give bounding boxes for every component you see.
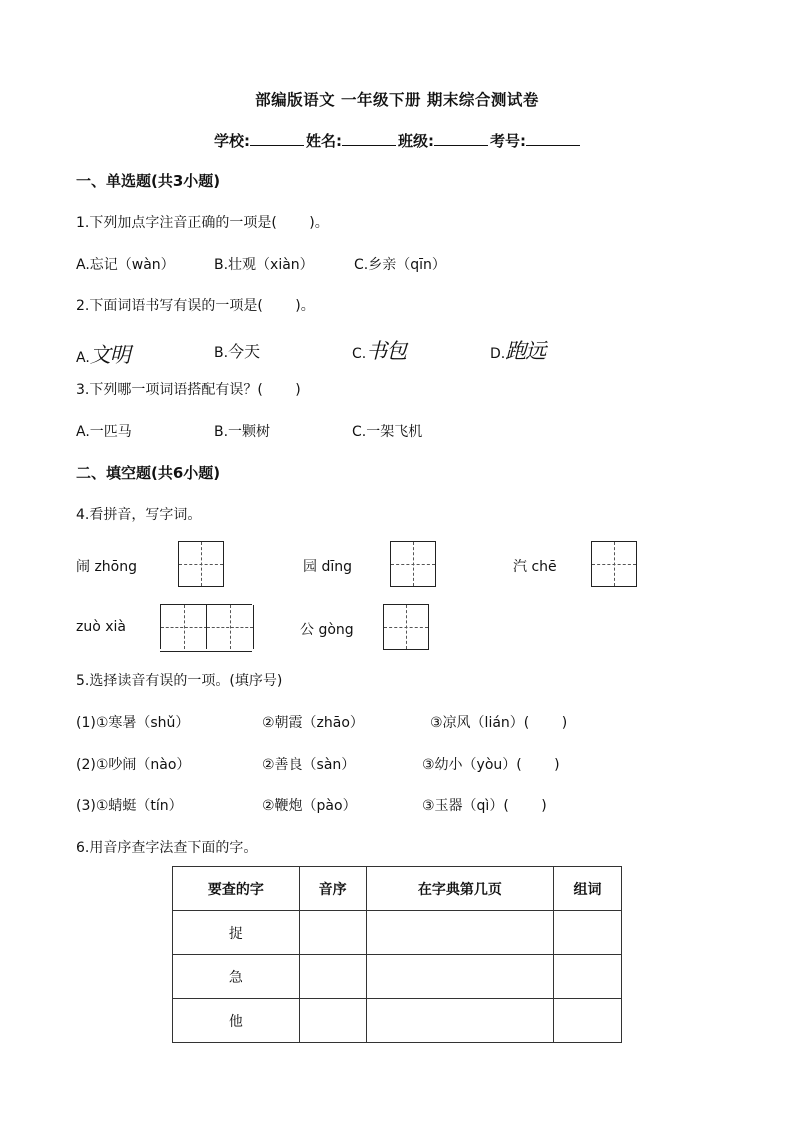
q2-option-b-text: 今天 — [228, 342, 261, 361]
question-3-stem: 3.下列哪一项词语搭配有误？( ) — [76, 382, 301, 398]
q4-writing-box-4[interactable] — [160, 604, 252, 652]
q4-writing-box-3[interactable] — [591, 541, 637, 587]
table-row — [173, 911, 622, 955]
q3-option-a[interactable]: A.一匹马 — [76, 424, 132, 440]
q5-row2-choice2: ②善良（sàn） — [262, 757, 356, 773]
char-cell: 急 — [173, 955, 300, 999]
q2-option-c-label: C. — [352, 346, 367, 362]
q5-row3-choice3[interactable]: ③玉器（qì）( ) — [422, 798, 547, 814]
header-word: 组词 — [554, 867, 622, 911]
header-page: 在字典第几页 — [366, 867, 554, 911]
student-info-line — [0, 130, 794, 151]
q4-writing-box-2[interactable] — [390, 541, 436, 587]
q2-option-c[interactable] — [352, 335, 406, 365]
q1-option-b[interactable]: B.壮观（xiàn） — [214, 257, 314, 273]
answer-cell-page[interactable] — [366, 999, 554, 1043]
q3-option-c[interactable]: C.一架飞机 — [352, 424, 423, 440]
question-4-stem: 4.看拼音，写字词。 — [76, 507, 202, 523]
q3-option-b[interactable]: B.一颗树 — [214, 424, 271, 440]
exam-number-blank[interactable] — [526, 131, 580, 146]
q2-option-b[interactable] — [214, 339, 260, 362]
q5-row3-choice2: ②鞭炮（pào） — [262, 798, 357, 814]
q4-writing-box-1[interactable] — [178, 541, 224, 587]
school-blank[interactable] — [250, 131, 304, 146]
name-blank[interactable] — [342, 131, 396, 146]
q4-item-qi-che: 汽 chē — [513, 559, 557, 575]
q4-writing-cell-4a[interactable] — [160, 605, 207, 649]
q4-writing-cell-4b[interactable] — [206, 605, 254, 649]
answer-cell-word[interactable] — [554, 999, 622, 1043]
question-2-stem: 2.下面词语书写有误的一项是( )。 — [76, 298, 315, 314]
section-fill-in: 二、填空题(共6小题) — [76, 464, 221, 482]
q5-row2-choice3[interactable]: ③幼小（yòu）( ) — [422, 757, 560, 773]
q4-writing-box-5[interactable] — [383, 604, 429, 650]
answer-cell-initial[interactable] — [299, 911, 366, 955]
q4-item-zuo-xia: zuò xià — [76, 619, 126, 635]
question-5-stem: 5.选择读音有误的一项。(填序号) — [76, 673, 283, 689]
q4-item-nao-zhong: 闹 zhōng — [76, 559, 137, 575]
class-label: 班级: — [398, 132, 434, 150]
q2-option-b-label: B. — [214, 345, 229, 361]
exam-number-label: 考号: — [490, 132, 526, 150]
q5-row1-choice1: (1)①寒暑（shǔ） — [76, 715, 190, 731]
q2-option-d-label: D. — [490, 346, 506, 362]
q5-row2-choice1: (2)①吵闹（nào） — [76, 757, 191, 773]
char-cell: 他 — [173, 999, 300, 1043]
question-1-stem: 1.下列加点字注音正确的一项是( )。 — [76, 215, 329, 231]
table-row — [173, 999, 622, 1043]
q5-row1-choice2: ②朝霞（zhāo） — [262, 715, 364, 731]
q4-item-yuan-ding: 园 dīng — [303, 559, 352, 575]
answer-cell-word[interactable] — [554, 911, 622, 955]
q1-option-c[interactable]: C.乡亲（qīn） — [354, 257, 446, 273]
class-blank[interactable] — [434, 131, 488, 146]
q5-row3-choice1: (3)①蜻蜓（tín） — [76, 798, 183, 814]
section-single-choice: 一、单选题(共3小题) — [76, 172, 221, 190]
q2-option-a[interactable] — [76, 339, 130, 369]
page-title: 部编版语文 一年级下册 期末综合测试卷 — [255, 91, 539, 109]
dictionary-lookup-table — [172, 866, 622, 1043]
answer-cell-initial[interactable] — [299, 955, 366, 999]
q2-option-c-handwriting: 书包 — [366, 339, 407, 363]
answer-cell-initial[interactable] — [299, 999, 366, 1043]
q2-option-d[interactable] — [490, 335, 545, 365]
name-label: 姓名: — [306, 132, 342, 150]
q4-item-gong-gong: 公 gòng — [300, 622, 354, 638]
q2-option-a-handwriting: 文明 — [89, 343, 130, 367]
table-row — [173, 955, 622, 999]
answer-cell-page[interactable] — [366, 955, 554, 999]
question-6-stem: 6.用音序查字法查下面的字。 — [76, 840, 258, 856]
q1-option-a[interactable]: A.忘记（wàn） — [76, 257, 175, 273]
header-character: 要查的字 — [173, 867, 300, 911]
char-cell: 捉 — [173, 911, 300, 955]
answer-cell-word[interactable] — [554, 955, 622, 999]
q2-option-a-label: A. — [76, 350, 90, 366]
header-initial: 音序 — [299, 867, 366, 911]
q5-row1-choice3[interactable]: ③凉风（lián）( ) — [430, 715, 568, 731]
q2-option-d-handwriting: 跑远 — [505, 339, 546, 363]
school-label: 学校: — [214, 132, 250, 150]
table-header-row — [173, 867, 622, 911]
answer-cell-page[interactable] — [366, 911, 554, 955]
